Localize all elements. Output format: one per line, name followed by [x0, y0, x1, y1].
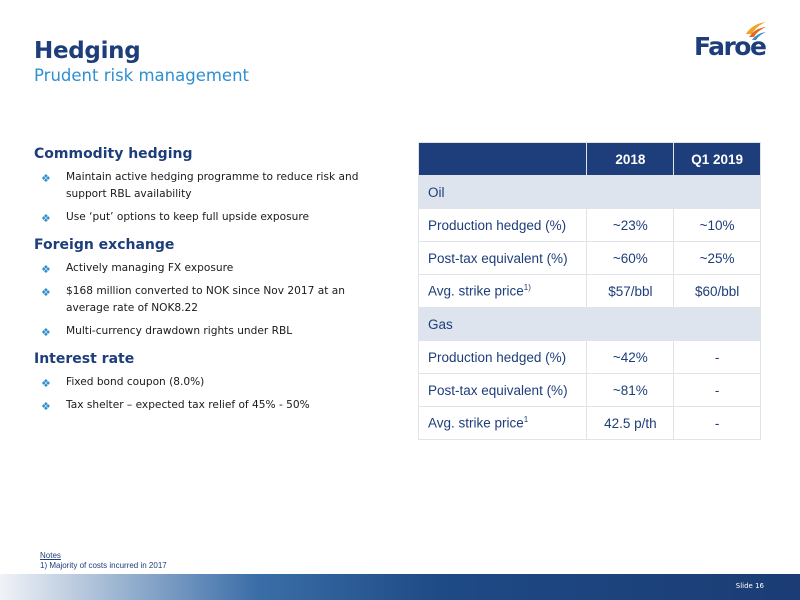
footer-bar — [0, 574, 800, 600]
table-group-row — [419, 176, 761, 209]
diamond-bullet-icon: ❖ — [41, 400, 51, 413]
footnote-marker: 1 — [523, 415, 529, 425]
list-item: ❖ $168 million converted to NOK since Nov 2017 at an average rate of NOK8.22 — [41, 285, 345, 314]
table-cell: - — [674, 407, 761, 440]
table-row — [419, 209, 761, 242]
table-header-cell — [419, 143, 587, 176]
section-heading: Commodity hedging — [34, 146, 193, 162]
table-cell: $60/bbl — [674, 275, 761, 308]
page-title: Hedging — [34, 38, 141, 64]
list-item: ❖ Tax shelter – expected tax relief of 45% - 50% — [41, 399, 310, 413]
table-cell: 42.5 p/th — [587, 407, 674, 440]
table-cell: ~60% — [587, 242, 674, 275]
table-cell: ~42% — [587, 341, 674, 374]
diamond-bullet-icon: ❖ — [41, 172, 51, 185]
page-subtitle: Prudent risk management — [34, 66, 249, 85]
table-cell — [674, 176, 761, 209]
table-cell: Oil — [419, 176, 587, 209]
table-header-cell: Q1 2019 — [674, 143, 761, 176]
list-item: ❖ Maintain active hedging programme to reduce risk and support RBL availability — [41, 171, 359, 200]
table-cell — [674, 308, 761, 341]
section-interest — [34, 351, 384, 414]
table-cell: ~25% — [674, 242, 761, 275]
notes-line: 1) Majority of costs incurred in 2017 — [40, 561, 167, 570]
notes-title: Notes — [40, 551, 61, 560]
table-cell: Post-tax equivalent (%) — [419, 242, 587, 275]
footnote-marker: 1) — [523, 283, 531, 293]
table-cell — [587, 308, 674, 341]
table-cell: Post-tax equivalent (%) — [419, 374, 587, 407]
table-cell: ~81% — [587, 374, 674, 407]
table-cell: Production hedged (%) — [419, 209, 587, 242]
table-cell: Avg. strike price$^{1)}$ — [419, 275, 587, 308]
table-group-row — [419, 308, 761, 341]
notes — [40, 551, 167, 571]
table-header-row — [419, 143, 761, 176]
table-cell: ~10% — [674, 209, 761, 242]
table-row — [419, 374, 761, 407]
section-commodity — [34, 146, 384, 226]
diamond-bullet-icon: ❖ — [41, 326, 51, 339]
table-header-cell: 2018 — [587, 143, 674, 176]
table-cell: Avg. strike price$^1$ — [419, 407, 587, 440]
list-item: ❖ Multi-currency drawdown rights under RBL — [41, 325, 293, 339]
table-row — [419, 341, 761, 374]
table-cell: $57/bbl — [587, 275, 674, 308]
hedging-table — [418, 142, 761, 440]
slide-number: Slide 16 — [735, 582, 764, 590]
section-heading: Foreign exchange — [34, 237, 175, 253]
section-fx — [34, 237, 384, 340]
table-row — [419, 275, 761, 308]
table-cell: Gas — [419, 308, 587, 341]
section-heading: Interest rate — [34, 351, 135, 367]
table-cell: - — [674, 341, 761, 374]
table-cell: ~23% — [587, 209, 674, 242]
logo-text: Faroe — [694, 32, 766, 61]
table-row — [419, 242, 761, 275]
left-column — [34, 146, 384, 425]
table-cell: - — [674, 374, 761, 407]
diamond-bullet-icon: ❖ — [41, 212, 51, 225]
table-cell: Production hedged (%) — [419, 341, 587, 374]
faroe-logo — [694, 20, 768, 64]
table-row — [419, 407, 761, 440]
diamond-bullet-icon: ❖ — [41, 377, 51, 390]
list-item: ❖ Fixed bond coupon (8.0%) — [41, 376, 205, 390]
table-cell — [587, 176, 674, 209]
diamond-bullet-icon: ❖ — [41, 286, 51, 299]
diamond-bullet-icon: ❖ — [41, 263, 51, 276]
list-item: ❖ Actively managing FX exposure — [41, 262, 234, 276]
list-item: ❖ Use ‘put’ options to keep full upside exposure — [41, 211, 310, 225]
